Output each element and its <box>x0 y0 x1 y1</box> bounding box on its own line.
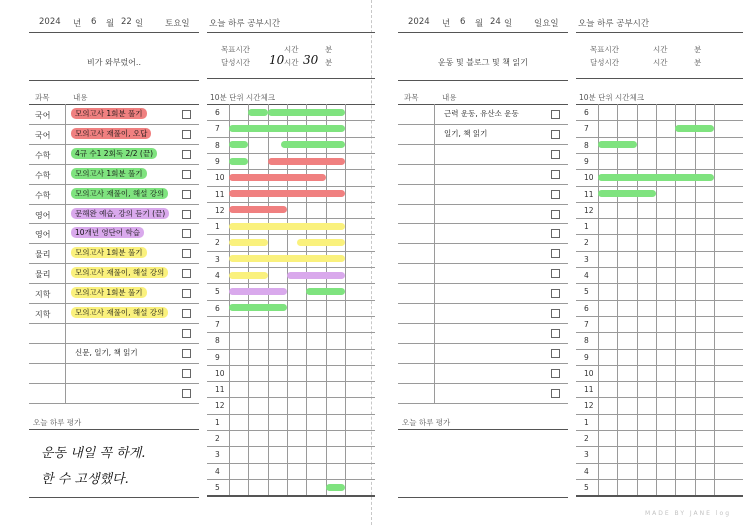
task-content: 일기, 책 읽기 <box>444 128 488 138</box>
date-day: 24 <box>490 17 501 27</box>
hour-label: 3 <box>215 450 220 460</box>
time-block <box>675 125 714 132</box>
time-grid-row-line <box>207 202 375 203</box>
hour-label: 3 <box>215 254 220 264</box>
hour-label: 3 <box>584 254 589 264</box>
time-block <box>297 239 345 246</box>
table-row <box>398 144 568 164</box>
hour-label: 12 <box>215 401 225 411</box>
subject-column-header: 과목 <box>35 93 50 102</box>
task-checkbox[interactable] <box>551 349 560 358</box>
table-row <box>398 223 568 243</box>
goal-time-label: 목표시간 <box>221 45 250 54</box>
time-block <box>248 109 267 116</box>
table-row <box>398 303 568 323</box>
hour-label: 11 <box>215 385 225 395</box>
time-grid-row-line <box>576 153 743 154</box>
table-row <box>398 263 568 283</box>
task-checkbox[interactable] <box>551 130 560 139</box>
time-grid-row-line <box>576 446 743 447</box>
time-grid-row-line <box>207 186 375 187</box>
hour-label: 7 <box>584 319 589 329</box>
date-month-unit: 월 <box>106 19 115 29</box>
time-block <box>287 272 345 279</box>
time-block <box>598 190 656 197</box>
hour-label: 8 <box>584 336 589 346</box>
time-grid-row-line <box>576 397 743 398</box>
table-row <box>29 283 199 303</box>
time-block <box>229 174 326 181</box>
time-grid-row-line <box>207 463 375 464</box>
time-grid-row-line <box>576 186 743 187</box>
task-content: 모의고사 재풀이, 해설 강의 <box>71 267 168 278</box>
time-grid-row-line <box>576 414 743 415</box>
time-grid-row-line <box>207 251 375 252</box>
task-content: 10개년 영단어 학습 <box>71 227 144 238</box>
table-row <box>29 184 199 204</box>
task-checkbox[interactable] <box>182 269 191 278</box>
task-checkbox[interactable] <box>182 130 191 139</box>
goal-hour-unit: 시간 <box>284 45 299 54</box>
review-rule <box>29 429 199 430</box>
task-checkbox[interactable] <box>182 349 191 358</box>
time-grid-row-line <box>207 120 375 121</box>
review-title: 오늘 하루 평가 <box>33 417 82 427</box>
time-block <box>229 304 287 311</box>
date-month: 6 <box>91 17 97 27</box>
task-checkbox[interactable] <box>182 190 191 199</box>
time-block <box>268 109 345 116</box>
table-row <box>29 164 199 184</box>
time-grid-row-line <box>576 332 743 333</box>
hour-label: 6 <box>215 303 220 313</box>
hour-label: 4 <box>215 466 220 476</box>
task-checkbox[interactable] <box>551 229 560 238</box>
hour-label: 8 <box>215 140 220 150</box>
table-row <box>29 204 199 224</box>
hour-label: 5 <box>215 482 220 492</box>
time-grid-row-line <box>207 430 375 431</box>
hour-label: 4 <box>584 466 589 476</box>
time-grid-row-line <box>207 397 375 398</box>
task-content: 근력 운동, 유산소 운동 <box>444 109 519 118</box>
table-row-rule <box>29 403 199 404</box>
content-column-header: 내용 <box>73 93 88 102</box>
time-grid-row-line <box>207 169 375 170</box>
time-grid-row-line <box>207 446 375 447</box>
task-checkbox[interactable] <box>551 210 560 219</box>
hour-label: 7 <box>215 319 220 329</box>
date-weekday: 일요일 <box>534 19 559 29</box>
time-grid-row-line <box>207 267 375 268</box>
hour-label: 2 <box>215 434 220 443</box>
review-title: 오늘 하루 평가 <box>402 417 451 427</box>
table-row <box>29 343 199 363</box>
header-rule <box>398 32 568 33</box>
table-row <box>398 283 568 303</box>
table-row <box>398 363 568 383</box>
task-checkbox[interactable] <box>182 249 191 258</box>
time-block <box>229 288 287 295</box>
date-year-unit: 년 <box>73 19 82 29</box>
time-grid-row-line <box>576 283 743 284</box>
daily-memo: 운동 및 블로그 및 책 읽기 <box>438 58 528 67</box>
hour-label: 6 <box>215 108 220 117</box>
time-grid-row-line <box>576 349 743 350</box>
done-min-unit: 분 <box>325 58 333 67</box>
task-subject: 수학 <box>35 150 51 160</box>
hour-label: 12 <box>584 401 594 411</box>
time-grid-row-line <box>207 153 375 154</box>
time-grid-row-line <box>207 300 375 301</box>
table-row <box>398 383 568 403</box>
hour-label: 5 <box>584 482 589 492</box>
task-subject: 국어 <box>35 130 51 140</box>
hour-label: 10 <box>584 368 594 378</box>
hour-label: 6 <box>584 303 589 313</box>
time-grid-row-line <box>576 218 743 219</box>
table-row <box>398 243 568 263</box>
table-row <box>398 323 568 343</box>
task-subject: 영어 <box>35 230 51 240</box>
date-month-unit: 월 <box>475 19 484 29</box>
goal-min-unit: 분 <box>694 45 702 54</box>
time-grid-row-line <box>576 479 743 480</box>
hour-label: 5 <box>215 287 220 297</box>
time-block <box>229 223 345 230</box>
time-grid-rule-bottom <box>576 495 743 496</box>
date-year: 2024 <box>39 17 61 27</box>
table-row <box>29 383 199 403</box>
task-checkbox[interactable] <box>551 249 560 258</box>
hour-label: 4 <box>584 271 589 280</box>
page-bottom-rule <box>398 497 568 498</box>
task-subject: 물리 <box>35 250 51 260</box>
time-grid-row-line <box>576 381 743 382</box>
table-row <box>29 263 199 283</box>
table-row <box>29 223 199 243</box>
task-checkbox[interactable] <box>182 170 191 179</box>
done-time-label: 달성시간 <box>590 58 619 67</box>
time-grid-row-line <box>207 365 375 366</box>
goal-time-label: 목표시간 <box>590 45 619 54</box>
hour-label: 8 <box>584 140 589 150</box>
daily-memo: 비가 와부렀어.. <box>87 58 141 67</box>
hour-label: 5 <box>584 287 589 297</box>
goal-min-unit: 분 <box>325 45 333 54</box>
date-year-unit: 년 <box>442 19 451 29</box>
time-block <box>229 158 248 165</box>
task-content: 모의고사 1회분 풀기 <box>71 287 147 298</box>
time-block <box>229 125 345 132</box>
time-grid-row-line <box>576 120 743 121</box>
table-row <box>398 124 568 144</box>
time-block <box>598 174 714 181</box>
task-content: 문해완 예습, 강의 듣기 (끝) <box>71 208 169 219</box>
task-checkbox[interactable] <box>551 190 560 199</box>
hour-label: 12 <box>584 205 594 215</box>
table-row <box>29 124 199 144</box>
header-rule <box>29 32 199 33</box>
time-grid-row-line <box>576 365 743 366</box>
hour-label: 11 <box>215 189 225 199</box>
time-grid-row-line <box>207 137 375 138</box>
task-checkbox[interactable] <box>182 369 191 378</box>
task-subject: 영어 <box>35 210 51 220</box>
review-rule <box>398 429 568 430</box>
time-block <box>229 141 248 148</box>
task-checkbox[interactable] <box>182 389 191 398</box>
task-checkbox[interactable] <box>551 329 560 338</box>
time-block <box>229 239 268 246</box>
hour-label: 2 <box>215 238 220 248</box>
done-hour-unit: 시간 <box>284 58 299 67</box>
time-block <box>326 484 345 491</box>
date-day-unit: 일 <box>504 19 513 29</box>
time-block <box>598 141 637 148</box>
time-grid-row-line <box>576 234 743 235</box>
hour-label: 8 <box>215 336 220 346</box>
time-grid-row-line <box>207 218 375 219</box>
hour-label: 1 <box>215 417 220 427</box>
hour-label: 10 <box>584 173 594 183</box>
task-checkbox[interactable] <box>551 309 560 318</box>
time-grid-row-line <box>207 381 375 382</box>
table-row <box>29 104 199 124</box>
done-min-unit: 분 <box>694 58 702 67</box>
time-grid-title: 10분 단위 시간체크 <box>579 93 645 102</box>
task-content: 모의고사 1회분 풀기 <box>71 108 147 119</box>
time-grid-row-line <box>576 202 743 203</box>
memo-rule <box>29 80 199 81</box>
date-weekday: 토요일 <box>165 19 190 29</box>
done-hour-unit: 시간 <box>653 58 668 67</box>
task-checkbox[interactable] <box>182 309 191 318</box>
time-grid-row-line <box>207 479 375 480</box>
hour-label: 7 <box>584 124 589 134</box>
hour-label: 9 <box>584 352 589 362</box>
table-row <box>398 343 568 363</box>
task-subject: 수학 <box>35 170 51 180</box>
table-row <box>398 104 568 124</box>
time-block <box>281 141 345 148</box>
time-grid-row-line <box>576 169 743 170</box>
table-row-rule <box>398 403 568 404</box>
task-content: 모의고사 재풀이, 해설 강의 <box>71 307 168 318</box>
time-block <box>268 158 345 165</box>
hour-label: 9 <box>584 156 589 166</box>
task-checkbox[interactable] <box>182 210 191 219</box>
table-row <box>398 164 568 184</box>
time-block <box>306 288 345 295</box>
task-subject: 수학 <box>35 190 51 200</box>
time-grid-row-line <box>207 283 375 284</box>
table-row <box>29 303 199 323</box>
hour-label: 1 <box>584 417 589 427</box>
study-time-rule-bottom <box>576 78 743 79</box>
time-grid-rule-top <box>576 104 743 105</box>
done-time-label: 달성시간 <box>221 58 250 67</box>
time-grid-row-line <box>576 300 743 301</box>
study-time-rule-top <box>207 32 375 33</box>
task-subject: 지학 <box>35 290 51 300</box>
task-content: 신문, 일기, 책 읽기 <box>75 347 138 357</box>
task-content: 모의고사 1회분 풀기 <box>71 168 147 179</box>
task-content: 4규 수1 2회독 2/2 (끝) <box>71 148 157 159</box>
task-checkbox[interactable] <box>182 329 191 338</box>
time-grid-row-line <box>576 316 743 317</box>
task-content: 모의고사 재풀이, 오답 <box>71 128 151 139</box>
time-grid-row-line <box>576 430 743 431</box>
hour-label: 10 <box>215 368 225 378</box>
table-row <box>398 204 568 224</box>
hour-label: 11 <box>584 385 594 395</box>
hour-label: 12 <box>215 205 225 215</box>
done-minutes-handwritten: 30 <box>303 53 319 67</box>
watermark: MADE BY JANE log <box>644 510 731 517</box>
table-row <box>29 144 199 164</box>
review-handwritten-line: 운동 내일 꼭 하게. <box>41 445 146 461</box>
study-time-title: 오늘 하루 공부시간 <box>578 19 650 29</box>
page-bottom-rule <box>29 497 199 498</box>
table-row <box>29 363 199 383</box>
time-block <box>229 190 345 197</box>
hour-label: 1 <box>215 222 220 232</box>
content-column-header: 내용 <box>442 93 457 102</box>
hour-label: 10 <box>215 173 225 183</box>
table-row <box>29 323 199 343</box>
hour-label: 4 <box>215 271 220 280</box>
task-checkbox[interactable] <box>182 150 191 159</box>
review-handwritten-line: 한 수 고생했다. <box>41 471 129 487</box>
time-grid-rule-top <box>207 104 375 105</box>
time-grid-row-line <box>576 251 743 252</box>
time-block <box>229 206 287 213</box>
time-grid-row-line <box>207 316 375 317</box>
time-grid-title: 10분 단위 시간체크 <box>210 93 276 102</box>
task-subject: 물리 <box>35 270 51 280</box>
hour-label: 6 <box>584 108 589 117</box>
time-grid-row-line <box>576 463 743 464</box>
date-day-unit: 일 <box>135 19 144 29</box>
hour-label: 3 <box>584 450 589 460</box>
hour-label: 7 <box>215 124 220 134</box>
table-row <box>29 243 199 263</box>
task-checkbox[interactable] <box>182 110 191 119</box>
time-grid-row-line <box>207 332 375 333</box>
task-subject: 국어 <box>35 111 51 120</box>
task-checkbox[interactable] <box>182 229 191 238</box>
task-subject: 지학 <box>35 310 51 319</box>
goal-hour-unit: 시간 <box>653 45 668 54</box>
time-grid-row-line <box>576 137 743 138</box>
hour-label: 9 <box>215 156 220 166</box>
task-checkbox[interactable] <box>551 150 560 159</box>
time-block <box>229 272 268 279</box>
task-checkbox[interactable] <box>551 110 560 119</box>
date-year: 2024 <box>408 17 430 27</box>
hour-label: 9 <box>215 352 220 362</box>
time-grid-row-line <box>207 414 375 415</box>
task-checkbox[interactable] <box>551 289 560 298</box>
hour-label: 2 <box>584 434 589 443</box>
date-day: 22 <box>121 17 132 27</box>
study-time-rule-bottom <box>207 78 375 79</box>
hour-label: 1 <box>584 222 589 232</box>
task-content: 모의고사 1회분 풀기 <box>71 247 147 258</box>
task-checkbox[interactable] <box>551 389 560 398</box>
hour-label: 11 <box>584 189 594 199</box>
study-time-title: 오늘 하루 공부시간 <box>209 19 281 29</box>
task-checkbox[interactable] <box>551 369 560 378</box>
done-hours-handwritten: 10 <box>269 53 285 67</box>
table-row <box>398 184 568 204</box>
task-content: 모의고사 재풀이, 해설 강의 <box>71 188 168 199</box>
study-time-rule-top <box>576 32 743 33</box>
time-block <box>229 255 345 262</box>
subject-column-header: 과목 <box>404 93 419 102</box>
time-grid-row-line <box>207 349 375 350</box>
time-grid-rule-bottom <box>207 495 375 496</box>
task-checkbox[interactable] <box>551 170 560 179</box>
hour-label: 2 <box>584 238 589 248</box>
task-checkbox[interactable] <box>551 269 560 278</box>
memo-rule <box>398 80 568 81</box>
task-checkbox[interactable] <box>182 289 191 298</box>
date-month: 6 <box>460 17 466 27</box>
time-grid-row-line <box>207 234 375 235</box>
time-grid-row-line <box>576 267 743 268</box>
